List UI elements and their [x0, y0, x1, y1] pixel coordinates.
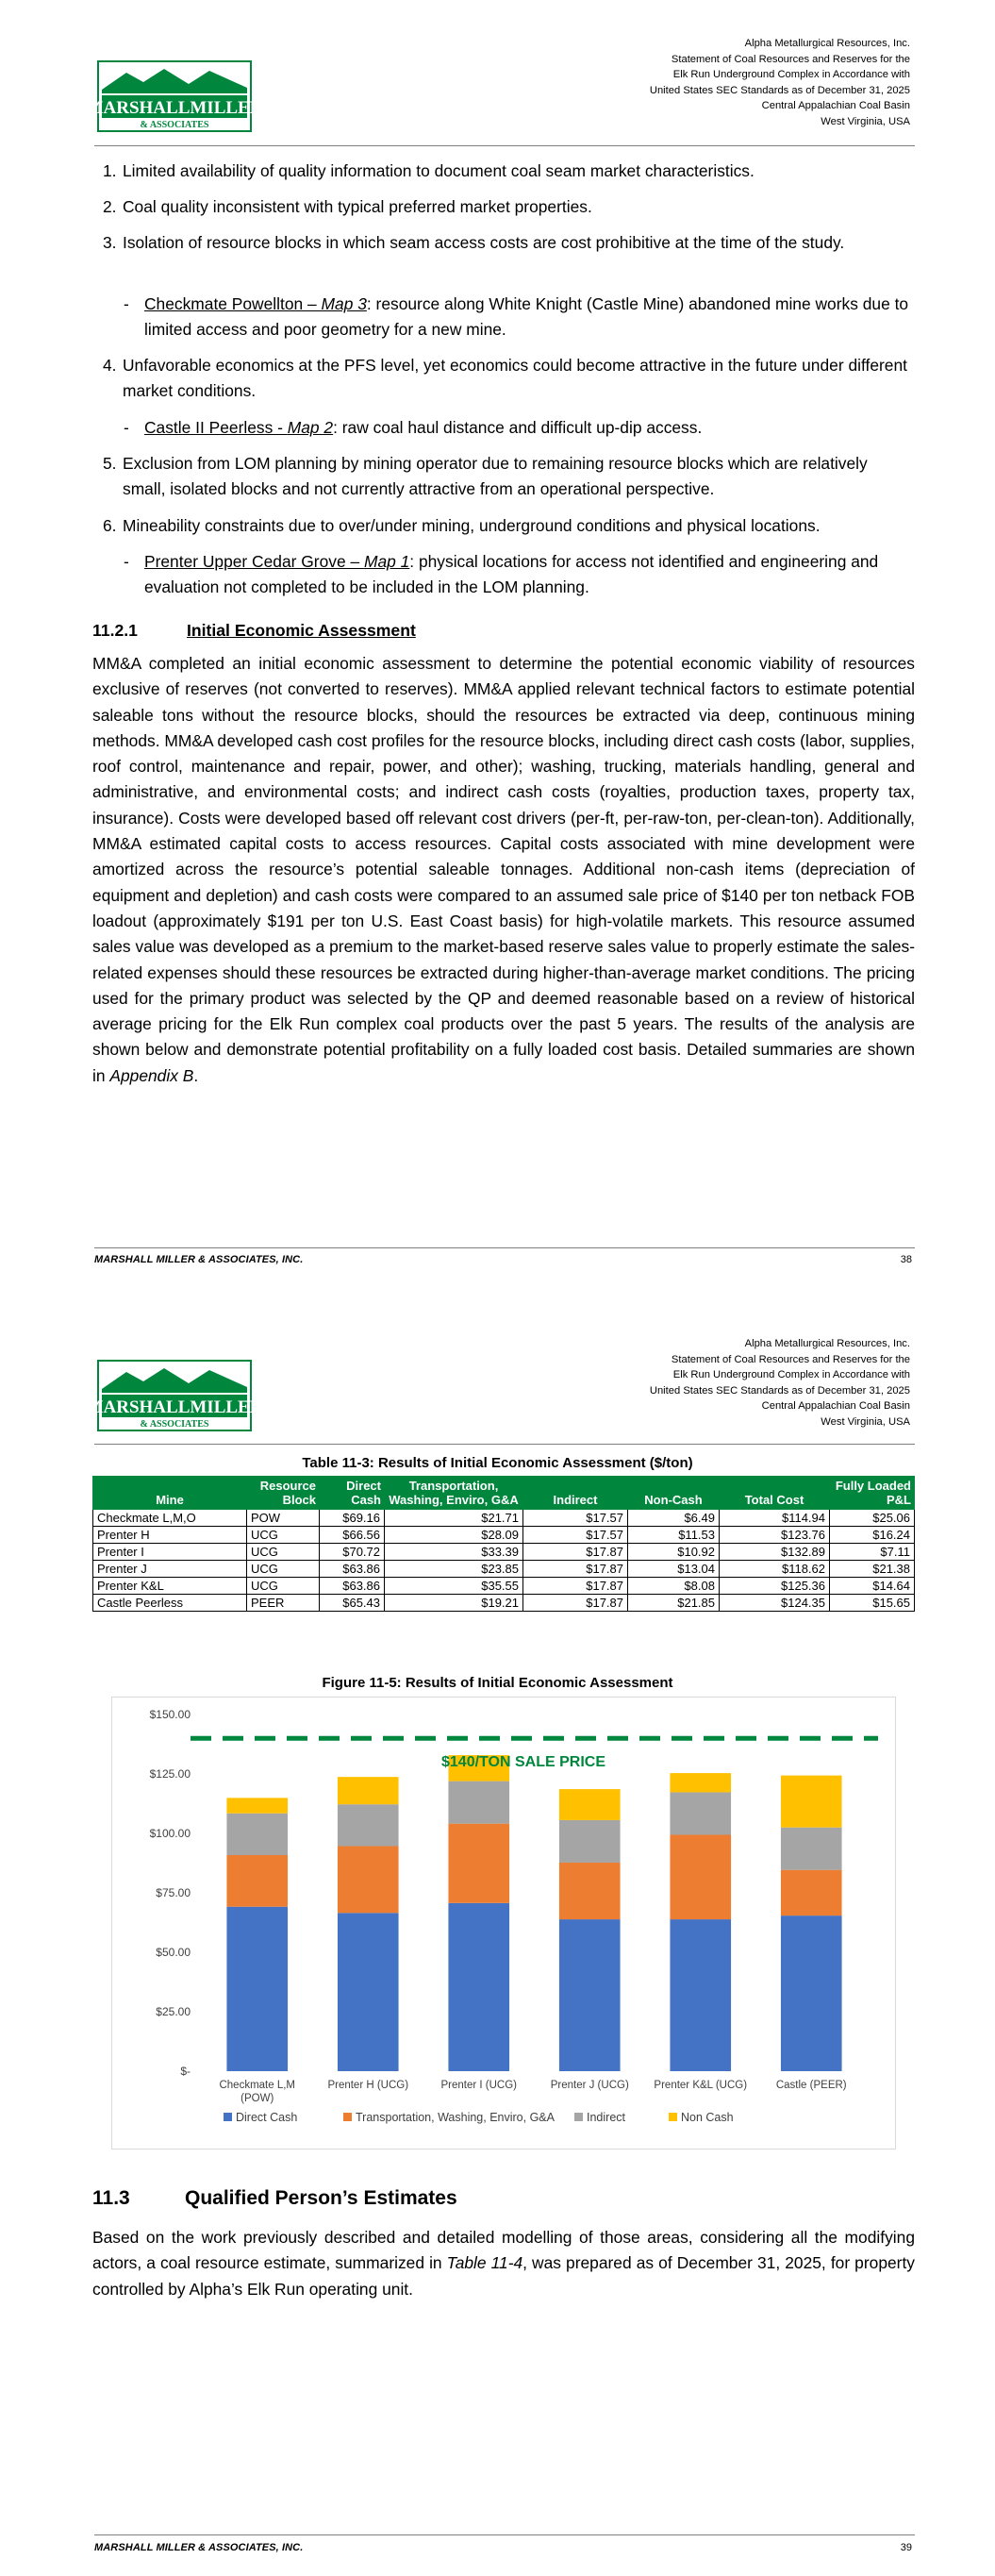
body-paragraph: Based on the work previously described and detailed modelling of those areas, considering all the modifying actors, a coal resource estimate, summarized in Table 11-4, was prepared as of December 31, 2025, for property controlled by Alpha’s Elk Run operating unit. [92, 2228, 915, 2299]
legend-swatch [574, 2113, 583, 2121]
y-tick-label: $- [180, 2065, 191, 2078]
bar-segment [670, 1834, 731, 1919]
body-paragraph: MM&A completed an initial economic assessment to determine the potential economic viability of resources exclusive of reserves (not converted to reserves). MM&A applied relevant technical factors to estimate potential saleable tons without the resource blocks, should the resources be extracted via deep, continuous mining methods. MM&A developed cash cost profiles for the resource blocks, including direct cash costs (labor, supplies, roof control, maintenance and repair, power, and other); washing, trucking, materials handling, general and administrative, and environmental costs; and indirect cash costs (royalties, production taxes, property tax, insurance). Costs were developed based off relevant cost drivers (per-ft, per-raw-ton, per-clean-ton). Additionally, MM&A estimated capital costs to access resources. Capital costs associated with mine development were amortized across the resource’s potential saleable tonnages. Additional non-cash items (depreciation of equipment and depletion) and cash costs were compared to an assumed sale price of $140 per ton netback FOB loadout (approximately $191 per ton U.S. East Coast basis) for high-volatile markets. This resource assumed sales value was developed as a premium to the market-based reserve sales value to properly estimate the sales-related expenses should these resources be extracted during higher-than-average market conditions. The pricing used for the primary product was selected by the QP and deemed reasonable based on a review of historical average pricing for the Elk Run complex coal products over the past 5 years. The results of the analysis are shown below and demonstrate potential profitability on a fully loaded cost basis. Detailed summaries are shown in Appendix B. [92, 654, 915, 1085]
table-cell: $33.39 [385, 1544, 523, 1561]
table-reference: Table 11-4 [446, 2253, 523, 2273]
table-cell: UCG [247, 1561, 320, 1578]
y-tick-label: $125.00 [149, 1767, 191, 1781]
table-cell: $6.49 [628, 1510, 720, 1527]
bar-segment [559, 1789, 621, 1820]
bar-segment [338, 1913, 399, 2071]
table-cell: Prenter K&L [93, 1578, 247, 1595]
svg-text:MARSHALLMILLER: MARSHALLMILLER [86, 98, 263, 118]
header-line: United States SEC Standards as of December 31, 2025 [649, 1384, 910, 1397]
y-tick-label: $75.00 [156, 1886, 191, 1899]
table-cell: $17.87 [523, 1561, 628, 1578]
legend-label: Indirect [587, 2111, 625, 2124]
figure-title: Figure 11-5: Results of Initial Economic Assessment [322, 1675, 673, 1691]
x-tick-label: Prenter H (UCG) [327, 2080, 409, 2091]
page-number: 38 [900, 1254, 912, 1265]
table-cell: $35.55 [385, 1578, 523, 1595]
bar-segment [670, 1773, 731, 1792]
map-reference: Map 3 [321, 294, 367, 313]
bar-segment [670, 1792, 731, 1834]
table-cell: $63.86 [320, 1561, 385, 1578]
y-tick-label: $25.00 [156, 2005, 191, 2018]
svg-text:& ASSOCIATES: & ASSOCIATES [140, 120, 209, 130]
bar-segment [781, 1870, 842, 1915]
bar-segment [781, 1828, 842, 1870]
table-cell: UCG [247, 1527, 320, 1544]
table-cell: $19.21 [385, 1595, 523, 1612]
column-header: Transportation, Washing, Enviro, G&A [385, 1477, 523, 1510]
bar-segment [448, 1824, 509, 1903]
table-cell: Prenter H [93, 1527, 247, 1544]
x-tick-label: (POW) [240, 2093, 274, 2104]
table-cell: $17.87 [523, 1544, 628, 1561]
legend-swatch [669, 2113, 677, 2121]
x-tick-label: Prenter K&L (UCG) [654, 2080, 748, 2091]
results-table [92, 1476, 915, 1612]
bar-segment [559, 1863, 621, 1919]
y-tick-label: $150.00 [149, 1708, 191, 1721]
table-cell: $15.65 [830, 1595, 915, 1612]
map-reference: Map 2 [287, 418, 334, 437]
header-line: Central Appalachian Coal Basin [761, 1400, 910, 1413]
table-cell: $66.56 [320, 1527, 385, 1544]
svg-text:MARSHALLMILLER: MARSHALLMILLER [86, 1397, 263, 1417]
header-line: Statement of Coal Resources and Reserves for the [671, 53, 910, 65]
y-tick-label: $100.00 [149, 1827, 191, 1840]
table-cell: $65.43 [320, 1595, 385, 1612]
x-tick-label: Castle (PEER) [775, 2080, 847, 2091]
header-company: Alpha Metallurgical Resources, Inc. [744, 1338, 910, 1349]
header-line: Elk Run Underground Complex in Accordance with [672, 69, 910, 81]
column-header: Resource Block [247, 1477, 320, 1510]
y-tick-label: $50.00 [156, 1946, 191, 1959]
table-cell: $14.64 [830, 1578, 915, 1595]
table-row [93, 1595, 915, 1612]
table-row [93, 1561, 915, 1578]
table-cell: $25.06 [830, 1510, 915, 1527]
svg-text:& ASSOCIATES: & ASSOCIATES [140, 1419, 209, 1430]
table-cell: Checkmate L,M,O [93, 1510, 247, 1527]
table-cell: $21.38 [830, 1561, 915, 1578]
bar-segment [559, 1820, 621, 1863]
header-line: United States SEC Standards as of December 31, 2025 [649, 84, 910, 96]
header-line: West Virginia, USA [821, 115, 910, 127]
header-line: West Virginia, USA [821, 1415, 910, 1428]
legend-label: Direct Cash [236, 2111, 298, 2124]
bar-segment [226, 1798, 288, 1813]
table-row [93, 1544, 915, 1561]
mma-logo [86, 61, 263, 131]
table-row [93, 1578, 915, 1595]
table-cell: $70.72 [320, 1544, 385, 1561]
bar-segment [226, 1855, 288, 1907]
column-header: Indirect [523, 1477, 628, 1510]
table-cell: $7.11 [830, 1544, 915, 1561]
table-cell: $10.92 [628, 1544, 720, 1561]
footer-firm: MARSHALL MILLER & ASSOCIATES, INC. [94, 1254, 304, 1265]
footer-divider [94, 2534, 915, 2535]
bar-segment [448, 1903, 509, 2071]
table-cell: $114.94 [720, 1510, 830, 1527]
bar-segment [448, 1781, 509, 1824]
x-tick-label: Prenter I (UCG) [440, 2080, 518, 2091]
table-cell: $23.85 [385, 1561, 523, 1578]
table-cell: $17.57 [523, 1510, 628, 1527]
table-cell: PEER [247, 1595, 320, 1612]
table-row [93, 1510, 915, 1527]
map-reference: Prenter Upper Cedar Grove – [144, 552, 364, 571]
table-cell: Castle Peerless [93, 1595, 247, 1612]
table-cell: $124.35 [720, 1595, 830, 1612]
table-cell: $8.08 [628, 1578, 720, 1595]
column-header: Fully Loaded P&L [830, 1477, 915, 1510]
table-cell: $16.24 [830, 1527, 915, 1544]
column-header: Total Cost [720, 1477, 830, 1510]
header-company: Alpha Metallurgical Resources, Inc. [744, 38, 910, 49]
bar-segment [226, 1814, 288, 1855]
header-divider [94, 145, 915, 146]
appendix-reference: Appendix B [109, 1065, 194, 1085]
header-line: Statement of Coal Resources and Reserves for the [671, 1353, 910, 1365]
table-header-row [93, 1477, 915, 1510]
bar-segment [559, 1919, 621, 2071]
table-cell: $125.36 [720, 1578, 830, 1595]
bar-segment [226, 1907, 288, 2071]
map-reference: Checkmate Powellton – [144, 294, 322, 313]
bar-segment [781, 1776, 842, 1828]
table-cell: $132.89 [720, 1544, 830, 1561]
stacked-bar-chart [112, 1698, 895, 2149]
legend-swatch [224, 2113, 232, 2121]
table-cell: $28.09 [385, 1527, 523, 1544]
table-cell: $21.71 [385, 1510, 523, 1527]
table-cell: $17.87 [523, 1578, 628, 1595]
bar-segment [781, 1915, 842, 2071]
page-header [514, 36, 910, 130]
legend-swatch [343, 2113, 352, 2121]
page-39: MARSHALLMILLER & ASSOCIATES Alpha Metallurgical Resources, Inc. Statement of Coal Resources and Reserves for the Elk Run Underground Complex in Accordance with United States SEC Standards as of December 31, 2025 Central Appalachian Coal Basin West Virginia, USA Table 11-3: Results of Initial Economic Assessment ($/ton) Mine Resource Block Direct Cash Transportation, Washing, Enviro, G&A Indirect Non-Cash Total Cost Fully Loaded P&L Checkmate L,M,O POW $69.16 $21.71 $17.57 $6.49 $114.94 $25.06 Prenter H UCG $66.56 $28.09 $17.57 $11.53 $123.76 $16.24 Prenter I UCG $70.72 $33.39 $17.87 $10.92 $132.89 $7.11 Prenter J UCG $63.86 $23.85 $17.87 $13.04 $118.62 $21.38 Prenter K&L UCG $63.86 $35.55 $17.87 $8.08 $125.36 $14.64 Castle Peerless PEER $65.43 $19.21 $17.87 $21.85 $124.35 $15.65 Figure 11-5: Results of Initial Economic Assessment $- $25.00 $50.00 $75.00 $100.00 $125.00 $150.00 Checkmate L,M (POW) Prenter H (UCG) Prenter I (UCG) Prenter J (UCG) Prenter K&L (UCG) Castle (PEER) $140/TON SALE PRICE Direct Cash Transportation, Washing, Enviro, G&A Indirect Non Cash 11.3 Qualified Person’s Estimates Based on the work previously described and detailed modelling of those areas, considering all the modifying actors, a coal resource estimate, summarized in Table 11-4, was prepared as of December 31, 2025, for property controlled by Alpha’s Elk Run operating unit. MARSHALL MILLER & ASSOCIATES, INC. 39 [0, 1312, 995, 2576]
legend-label: Transportation, Washing, Enviro, G&A [356, 2111, 555, 2124]
page-header [514, 1336, 910, 1430]
column-header: Non-Cash [628, 1477, 720, 1510]
table-cell: $11.53 [628, 1527, 720, 1544]
column-header: Direct Cash [320, 1477, 385, 1510]
sale-price-label: $140/TON SALE PRICE [441, 1754, 605, 1771]
table-cell: $63.86 [320, 1578, 385, 1595]
page-38: MARSHALLMILLER & ASSOCIATES Alpha Metallurgical Resources, Inc. Statement of Coal Resources and Reserves for the Elk Run Underground Complex in Accordance with United States SEC Standards as of December 31, 2025 Central Appalachian Coal Basin West Virginia, USA 1. Limited availability of quality information to document coal seam market characteristics. 2. Coal quality inconsistent with typical preferred market properties. 3. Isolation of resource blocks in which seam access costs are cost prohibitive at the time of the study. - Checkmate Powellton – Map 3: resource along White Knight (Castle Mine) abandoned mine works due to limited access and poor geometry for a new mine. 4. Unfavorable economics at the PFS level, yet economics could become attractive in the future under different market conditions. - Castle II Peerless - Map 2: raw coal haul distance and difficult up-dip access. 5. Exclusion from LOM planning by mining operator due to remaining resource blocks which are relatively small, isolated blocks and not currently attractive from an operational perspective. 6. Mineability constraints due to over/under mining, underground conditions and physical locations. - Prenter Upper Cedar Grove – Map 1: physical locations for access not identified and engineering and evaluation not completed to be included in the LOM planning. 11.2.1 Initial Economic Assessment MM&A completed an initial economic assessment to determine the potential economic viability of resources exclusive of reserves (not converted to reserves). MM&A applied relevant technical factors to estimate potential saleable tons without the resource blocks, should the resources be extracted via deep, continuous mining methods. MM&A developed cash cost profiles for the resource blocks, including direct cash costs (labor, supplies, roof control, maintenance and repair, power, and other); washing, trucking, materials handling, general and administrative, and environmental costs; and indirect cash costs (royalties, production taxes, property tax, insurance). Costs were developed based off relevant cost drivers (per-ft, per-raw-ton, per-clean-ton). Additionally, MM&A estimated capital costs to access resources. Capital costs associated with mine development were amortized across the resource’s potential saleable tonnages. Additional non-cash items (depreciation of equipment and depletion) and cash costs were compared to an assumed sale price of $140 per ton netback FOB loadout (approximately $191 per ton U.S. East Coast basis) for high-volatile markets. This resource assumed sales value was developed as a premium to the market-based reserve sales value to properly estimate the sales-related expenses should these resources be extracted during higher-than-average market conditions. The pricing used for the primary product was selected by the QP and deemed reasonable based on a review of historical average pricing for the Elk Run complex coal products over the past 5 years. The results of the analysis are shown below and demonstrate potential profitability on a fully loaded cost basis. Detailed summaries are shown in Appendix B. MARSHALL MILLER & ASSOCIATES, INC. 38 [0, 0, 995, 1312]
table-cell: Prenter I [93, 1544, 247, 1561]
column-header: Mine [93, 1477, 247, 1510]
x-tick-label: Prenter J (UCG) [550, 2080, 629, 2091]
table-cell: POW [247, 1510, 320, 1527]
page-number: 39 [900, 2542, 912, 2553]
header-line: Central Appalachian Coal Basin [761, 100, 910, 112]
table-cell: UCG [247, 1578, 320, 1595]
table-cell: $69.16 [320, 1510, 385, 1527]
table-title: Table 11-3: Results of Initial Economic Assessment ($/ton) [302, 1455, 693, 1471]
table-cell: $17.87 [523, 1595, 628, 1612]
bar-segment [338, 1846, 399, 1913]
x-tick-label: Checkmate L,M [219, 2080, 296, 2091]
table-cell: $123.76 [720, 1527, 830, 1544]
footer-divider [94, 1247, 915, 1248]
bar-segment [338, 1777, 399, 1804]
header-line: Elk Run Underground Complex in Accordance with [672, 1369, 910, 1381]
table-row [93, 1527, 915, 1544]
map-reference: Castle II Peerless - [144, 418, 288, 437]
table-cell: $118.62 [720, 1561, 830, 1578]
table-cell: $13.04 [628, 1561, 720, 1578]
table-cell: $21.85 [628, 1595, 720, 1612]
header-divider [94, 1444, 915, 1445]
map-reference: Map 1 [363, 552, 410, 571]
bar-segment [338, 1804, 399, 1846]
table-cell: UCG [247, 1544, 320, 1561]
bar-segment [670, 1919, 731, 2071]
legend-label: Non Cash [681, 2111, 734, 2124]
footer-firm: MARSHALL MILLER & ASSOCIATES, INC. [94, 2542, 304, 2553]
table-cell: $17.57 [523, 1527, 628, 1544]
mma-logo [86, 1361, 263, 1430]
table-cell: Prenter J [93, 1561, 247, 1578]
chart-container [111, 1697, 896, 2149]
